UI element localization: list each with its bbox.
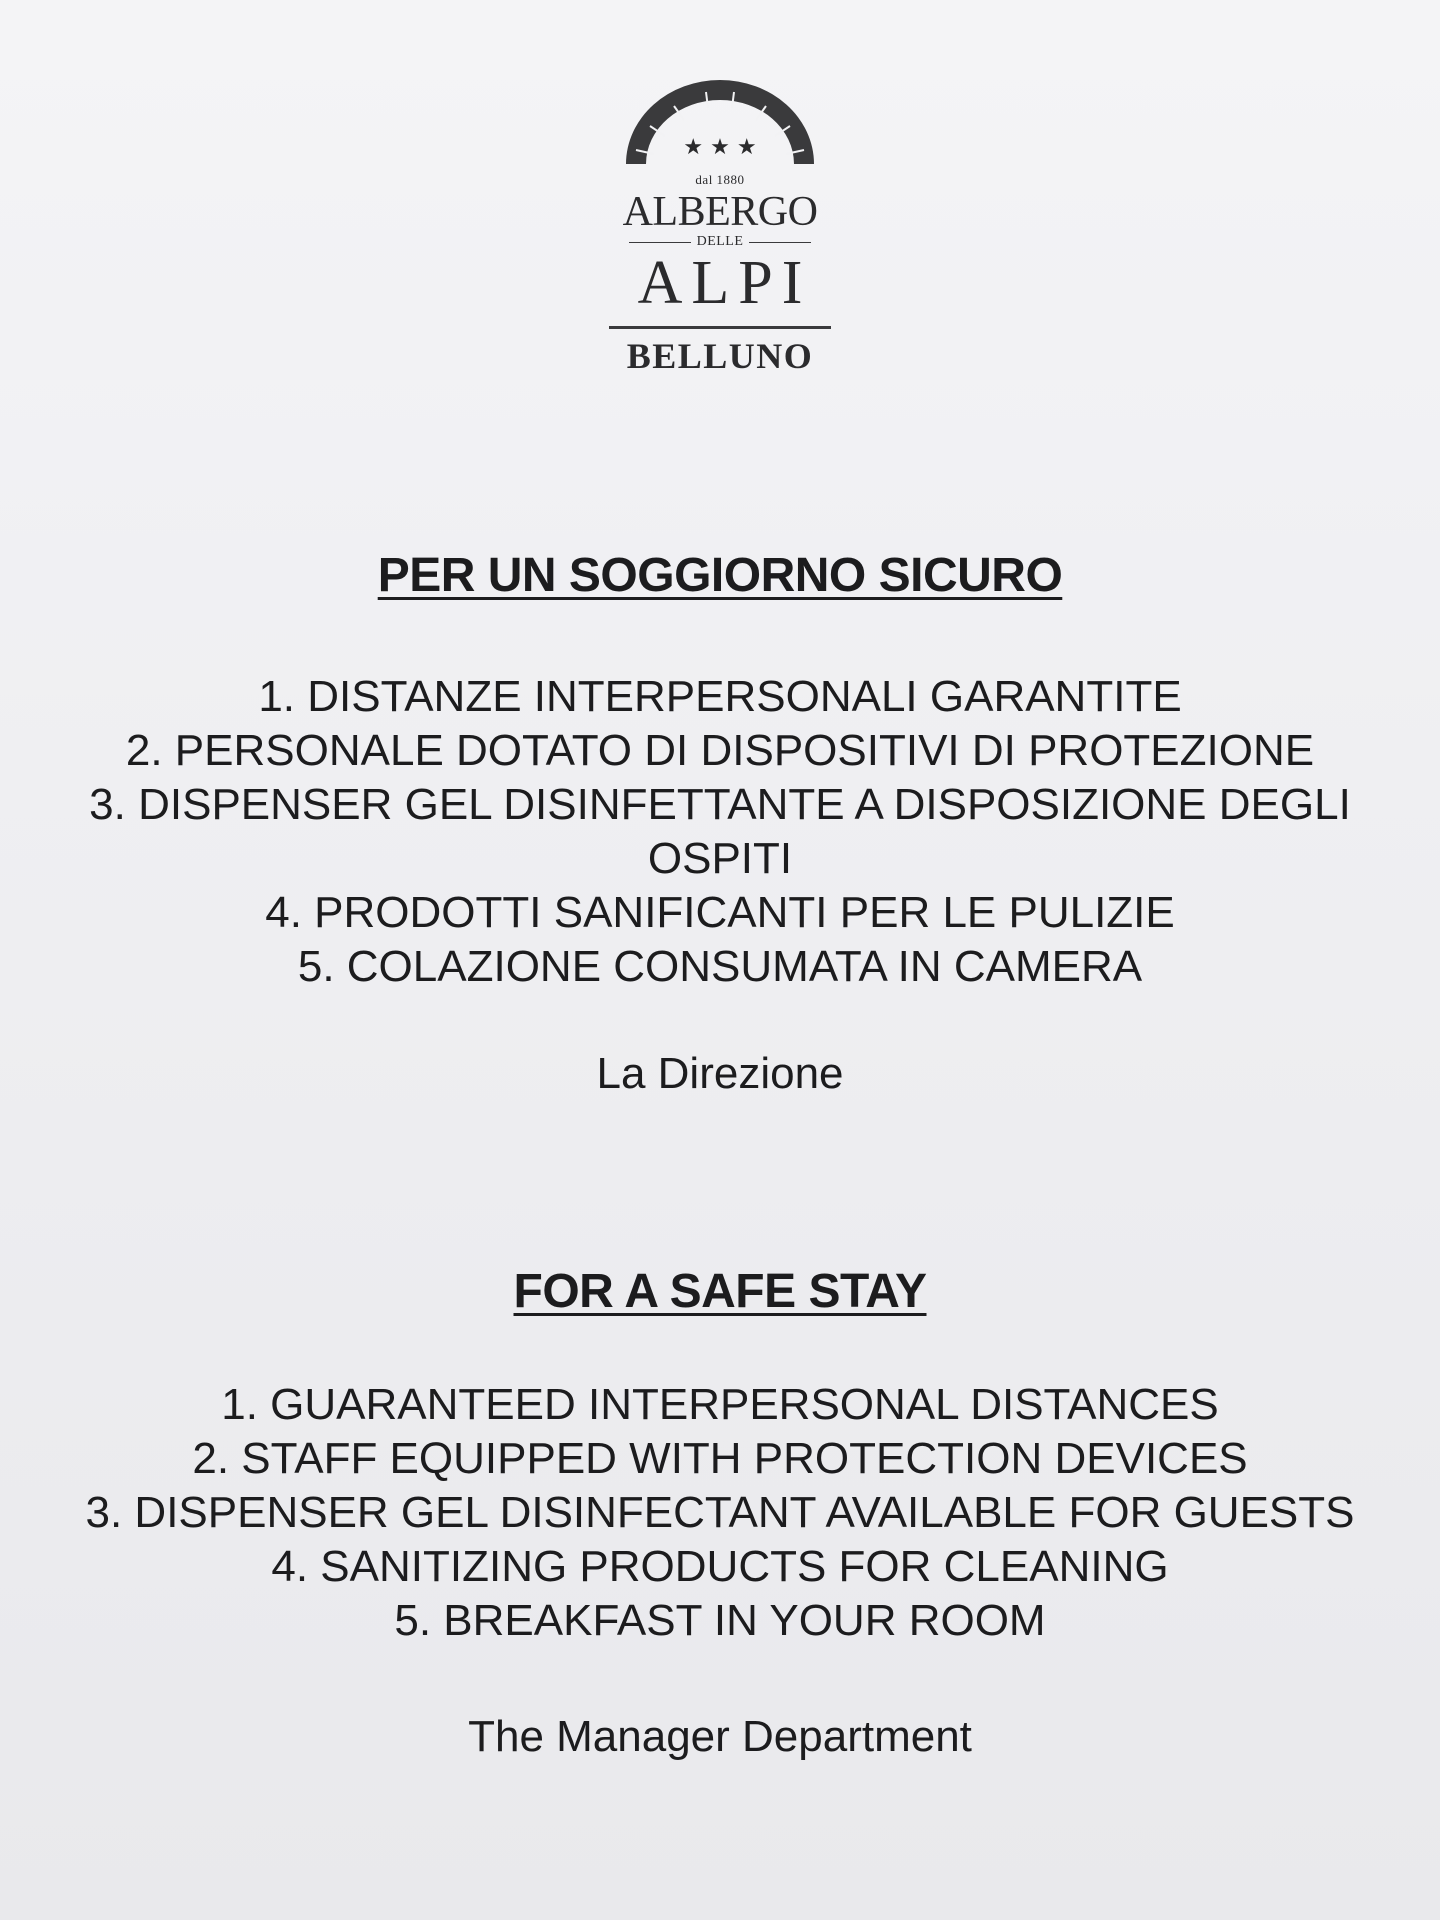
logo-underline (609, 326, 831, 329)
list-item: 3. DISPENSER GEL DISINFECTANT AVAILABLE FOR GUESTS (85, 1488, 1355, 1537)
english-title: FOR A SAFE STAY (513, 1265, 927, 1318)
italian-list (0, 670, 1440, 994)
italian-signature: La Direzione (596, 1049, 844, 1098)
stars-icon: ★ ★ ★ (683, 135, 757, 160)
logo-albergo: ALBERGO (622, 189, 818, 235)
list-item: 5. BREAKFAST IN YOUR ROOM (394, 1596, 1046, 1645)
logo-delle-row (0, 234, 1440, 250)
list-item: 4. PRODOTTI SANIFICANTI PER LE PULIZIE (265, 888, 1175, 937)
list-item: 1. DISTANZE INTERPERSONALI GARANTITE (258, 672, 1182, 721)
list-item: 2. PERSONALE DOTATO DI DISPOSITIVI DI PROTEZIONE (125, 726, 1315, 775)
list-item: 4. SANITIZING PRODUCTS FOR CLEANING (271, 1542, 1169, 1591)
english-heading-block (0, 1264, 1440, 1319)
hotel-logo (0, 80, 1440, 377)
list-item: 5. COLAZIONE CONSUMATA IN CAMERA (297, 942, 1143, 991)
list-item: 2. STAFF EQUIPPED WITH PROTECTION DEVICES (192, 1434, 1248, 1483)
logo-delle: DELLE (696, 234, 744, 249)
logo-alpi: ALPI (637, 249, 812, 317)
list-item: 1. GUARANTEED INTERPERSONAL DISTANCES (221, 1380, 1219, 1429)
english-signature: The Manager Department (468, 1712, 972, 1761)
italian-title: PER UN SOGGIORNO SICURO (377, 549, 1063, 602)
logo-city: BELLUNO (626, 336, 814, 376)
logo-established: dal 1880 (695, 172, 745, 187)
list-item: 3. DISPENSER GEL DISINFETTANTE A DISPOSIZIONE DEGLI (89, 780, 1351, 829)
english-list (0, 1378, 1440, 1648)
arch-icon (620, 80, 820, 170)
divider (749, 242, 811, 243)
list-item: OSPITI (647, 834, 793, 883)
divider (629, 242, 691, 243)
italian-heading-block (0, 548, 1440, 603)
